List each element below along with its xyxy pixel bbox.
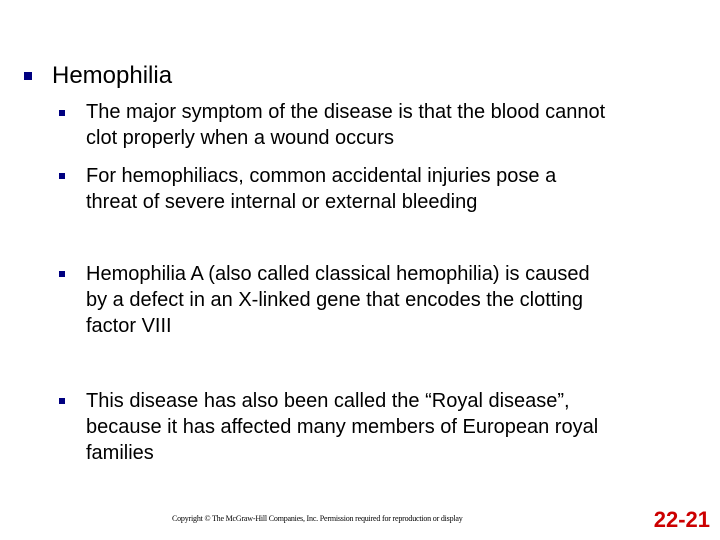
sub-bullet-icon <box>59 398 65 404</box>
bullet-point-4 <box>86 388 716 466</box>
bullet-point-3 <box>86 261 716 339</box>
slide-heading: Hemophilia <box>52 62 173 89</box>
bullet-point-1-line-2: clot properly when a wound occurs <box>86 127 394 149</box>
copyright-notice: Copyright © The McGraw-Hill Companies, Inc. Permission required for reproduction or display <box>172 514 463 523</box>
bullet-point-4-line-3: families <box>86 442 154 464</box>
bullet-point-2 <box>86 163 716 215</box>
sub-bullet-icon <box>59 173 65 179</box>
bullet-point-1-line-1: The major symptom of the disease is that the blood cannot <box>86 101 606 123</box>
bullet-point-2-line-1: For hemophiliacs, common accidental injuries pose a <box>86 165 557 187</box>
bullet-point-3-line-3: factor VIII <box>86 315 172 337</box>
bullet-point-3-line-1: Hemophilia A (also called classical hemophilia) is caused <box>86 263 590 285</box>
page-number: 22-21 <box>653 507 710 532</box>
sub-bullet-icon <box>59 110 65 116</box>
bullet-point-4-line-2: because it has affected many members of European royal <box>86 416 599 438</box>
main-bullet-icon <box>24 72 32 80</box>
bullet-point-1 <box>86 99 716 151</box>
bullet-point-2-line-2: threat of severe internal or external bleeding <box>86 191 478 213</box>
bullet-point-4-line-1: This disease has also been called the “Royal disease”, <box>86 390 570 412</box>
sub-bullet-icon <box>59 271 65 277</box>
bullet-point-3-line-2: by a defect in an X-linked gene that encodes the clotting <box>86 289 584 311</box>
